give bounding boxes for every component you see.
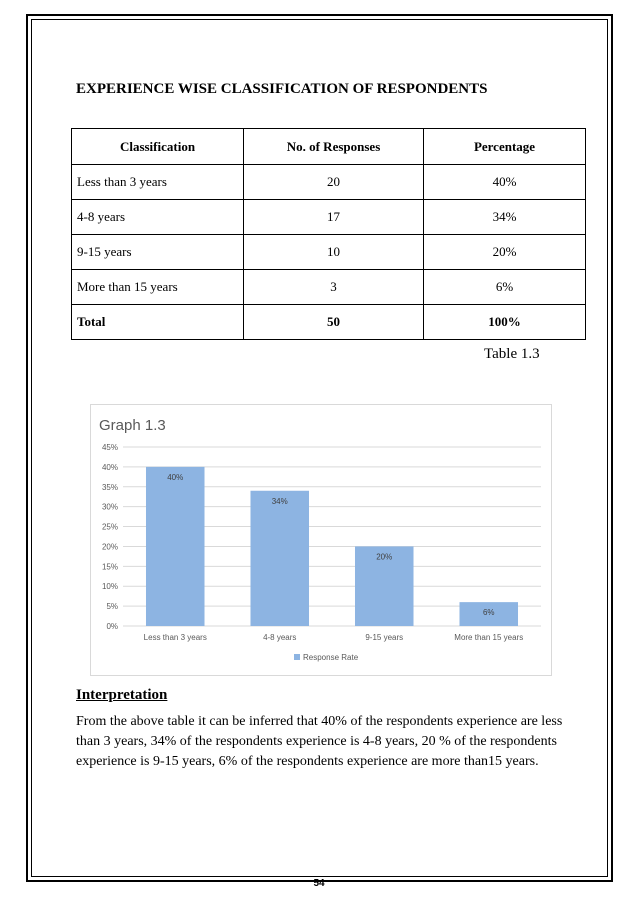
cell-percentage: 40%	[424, 165, 586, 200]
x-tick-label: 4-8 years	[263, 633, 297, 642]
header-percentage: Percentage	[424, 129, 586, 165]
cell-percentage: 6%	[424, 270, 586, 305]
table-row	[72, 235, 586, 270]
data-label: 34%	[271, 496, 288, 506]
cell-classification: More than 15 years	[72, 270, 244, 305]
cell-responses: 20	[244, 165, 424, 200]
interpretation-body: From the above table it can be inferred that 40% of the respondents experience are less than 3 years, 34% of the respondents experience is 4-8 years, 20 % of the respondents experience is 9-15 years, 6% of the respondents experience are more than15 years.	[76, 714, 563, 769]
cell-percentage: 20%	[424, 235, 586, 270]
y-tick-label: 0%	[106, 622, 118, 631]
header-classification: Classification	[72, 129, 244, 165]
table-row	[72, 200, 586, 235]
chart-canvas	[91, 405, 553, 677]
table-row	[72, 165, 586, 200]
y-tick-label: 30%	[101, 502, 118, 512]
y-tick-label: 5%	[106, 602, 118, 612]
data-label: 20%	[376, 552, 393, 562]
cell-responses: 17	[244, 200, 424, 235]
cell-classification: 4-8 years	[72, 200, 244, 235]
cell-total-label: Total	[72, 305, 244, 340]
legend-label: Response Rate	[303, 653, 359, 662]
y-tick-label: 15%	[101, 562, 118, 572]
cell-classification: Less than 3 years	[72, 165, 244, 200]
cell-responses: 10	[244, 235, 424, 270]
x-tick-label: More than 15 years	[454, 633, 524, 642]
cell-percentage: 34%	[424, 200, 586, 235]
interpretation-title: Interpretation	[76, 687, 168, 703]
table-row	[72, 270, 586, 305]
cell-responses: 3	[244, 270, 424, 305]
y-tick-label: 25%	[101, 522, 118, 532]
y-tick-label: 10%	[101, 582, 118, 592]
x-tick-label: 9-15 years	[365, 633, 404, 642]
y-tick-label: 35%	[101, 482, 118, 492]
legend-swatch	[294, 654, 300, 660]
y-tick-label: 40%	[101, 462, 118, 472]
header-responses: No. of Responses	[244, 129, 424, 165]
page-number: 54	[313, 878, 325, 889]
cell-total-percentage: 100%	[424, 305, 586, 340]
bar-chart	[90, 404, 552, 676]
table-header-row	[72, 129, 586, 165]
x-tick-label: Less than 3 years	[143, 633, 207, 642]
table-total-row	[72, 305, 586, 340]
chart-title: Graph 1.3	[99, 417, 166, 434]
bar	[146, 467, 205, 626]
data-label: 40%	[167, 472, 184, 482]
y-tick-label: 45%	[101, 443, 118, 452]
section-heading: EXPERIENCE WISE CLASSIFICATION OF RESPONDENTS	[76, 81, 488, 97]
classification-table	[71, 128, 586, 340]
cell-total-responses: 50	[244, 305, 424, 340]
table-caption: Table 1.3	[484, 346, 540, 362]
y-tick-label: 20%	[101, 542, 118, 552]
bar	[250, 491, 309, 626]
data-label: 6%	[482, 608, 495, 618]
cell-classification: 9-15 years	[72, 235, 244, 270]
